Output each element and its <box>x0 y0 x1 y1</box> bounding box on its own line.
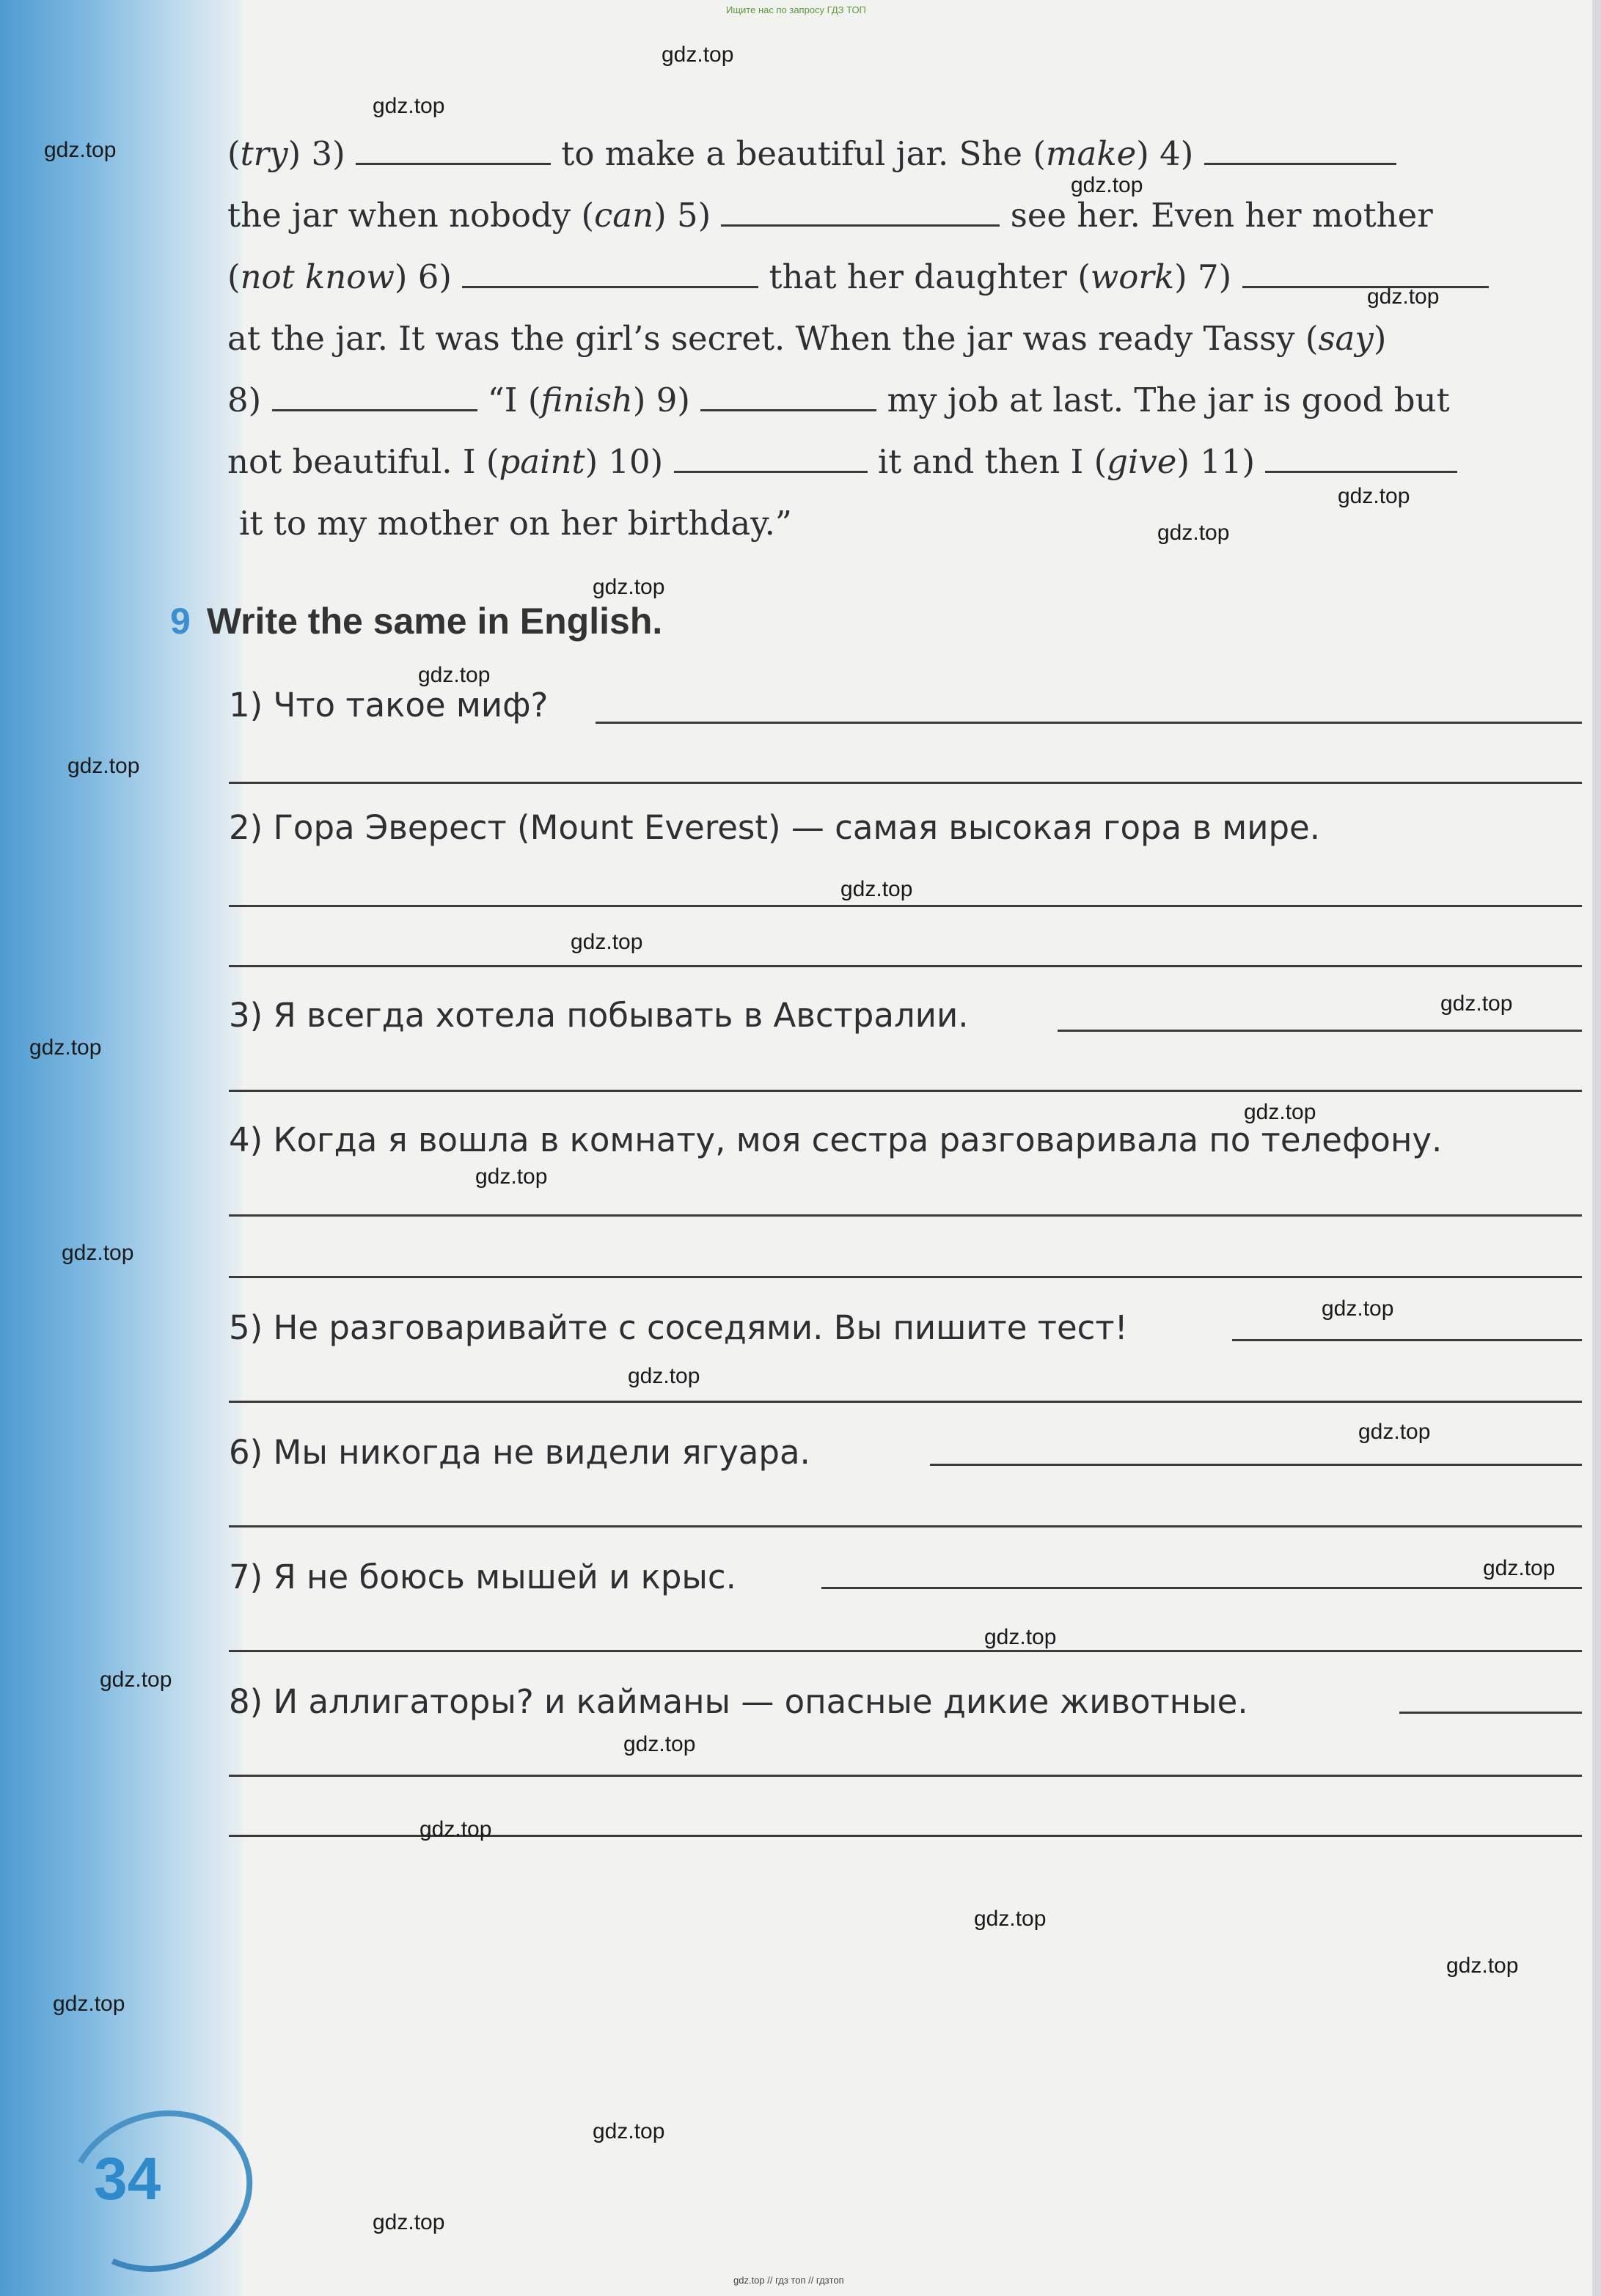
answer-line-4a[interactable] <box>229 1214 1582 1217</box>
blank-11[interactable] <box>1265 439 1457 473</box>
watermark: gdz.top <box>418 663 491 687</box>
blank-3[interactable] <box>356 131 551 165</box>
page-edge <box>1592 0 1601 2296</box>
answer-line-1a[interactable] <box>596 722 1582 724</box>
blank-9[interactable] <box>700 377 876 411</box>
watermark: gdz.top <box>1244 1100 1316 1124</box>
exercise-9-heading <box>170 600 662 642</box>
answer-line-3a[interactable] <box>1058 1030 1582 1032</box>
answer-line-1b[interactable] <box>229 782 1582 784</box>
watermark: gdz.top <box>1322 1296 1394 1321</box>
question-5: 5) Не разговаривайте с соседями. Вы пишите тест! <box>229 1308 1128 1347</box>
blank-4[interactable] <box>1204 131 1396 165</box>
watermark: gdz.top <box>1157 521 1230 545</box>
watermark: gdz.top <box>53 1992 125 2016</box>
watermark: gdz.top <box>67 754 140 778</box>
question-2: 2) Гора Эверест (Mount Everest) — самая высокая гора в мире. <box>229 808 1321 847</box>
passage-line-5: 8) “I (finish) 9) my job at last. The jar is good but <box>227 370 1584 431</box>
watermark: gdz.top <box>840 877 913 901</box>
watermark: gdz.top <box>29 1035 102 1060</box>
blank-5[interactable] <box>721 192 1000 227</box>
answer-line-6a[interactable] <box>930 1464 1582 1466</box>
watermark: gdz.top <box>662 43 734 67</box>
watermark: gdz.top <box>373 2210 445 2234</box>
answer-line-7a[interactable] <box>821 1587 1582 1589</box>
watermark: gdz.top <box>475 1164 548 1189</box>
passage-line-3: (not know) 6) that her daughter (work) 7) <box>227 246 1584 308</box>
watermark: gdz.top <box>44 138 117 162</box>
watermark: gdz.top <box>1446 1954 1519 1978</box>
answer-line-7b[interactable] <box>229 1650 1582 1652</box>
answer-line-3b[interactable] <box>229 1090 1582 1092</box>
watermark: gdz.top <box>1440 991 1513 1016</box>
page-number: 34 <box>94 2146 161 2212</box>
answer-line-4b[interactable] <box>229 1276 1582 1278</box>
watermark: gdz.top <box>593 575 665 599</box>
answer-line-2b[interactable] <box>229 965 1582 967</box>
watermark: gdz.top <box>1367 285 1440 309</box>
blank-8[interactable] <box>272 377 477 411</box>
watermark: gdz.top <box>100 1668 172 1692</box>
top-watermark: Ищите нас по запросу ГДЗ ТОП <box>726 4 866 15</box>
answer-line-2a[interactable] <box>229 905 1582 907</box>
watermark: gdz.top <box>1358 1420 1431 1444</box>
answer-line-8a[interactable] <box>1399 1712 1582 1714</box>
watermark: gdz.top <box>571 930 643 954</box>
answer-line-5a[interactable] <box>1232 1339 1582 1341</box>
question-1: 1) Что такое миф? <box>229 686 549 725</box>
watermark: gdz.top <box>1338 484 1410 508</box>
watermark: gdz.top <box>974 1907 1047 1931</box>
watermark: gdz.top <box>593 2119 665 2143</box>
answer-line-8b[interactable] <box>229 1775 1582 1777</box>
watermark: gdz.top <box>984 1625 1057 1649</box>
answer-line-6b[interactable] <box>229 1525 1582 1527</box>
passage-line-1: (try) 3) to make a beautiful jar. She (make) 4) <box>227 123 1584 185</box>
passage-line-4: at the jar. It was the girl’s secret. When the jar was ready Tassy (say) <box>227 319 1387 358</box>
passage-line-2: the jar when nobody (can) 5) see her. Even her mother <box>227 185 1584 246</box>
blank-6[interactable] <box>462 254 758 288</box>
question-4: 4) Когда я вошла в комнату, моя сестра разговаривала по телефону. <box>229 1121 1443 1159</box>
watermark: gdz.top <box>62 1241 134 1265</box>
bottom-watermark: gdz.top // гдз топ // гдзтоп <box>733 2275 844 2286</box>
exercise-title: Write the same in English. <box>206 601 663 642</box>
watermark: gdz.top <box>1071 173 1143 197</box>
watermark: gdz.top <box>420 1817 492 1841</box>
blank-10[interactable] <box>674 439 868 473</box>
answer-line-5b[interactable] <box>229 1401 1582 1403</box>
passage-line-7: it to my mother on her birthday.” <box>239 504 792 543</box>
watermark: gdz.top <box>1483 1556 1556 1580</box>
question-8: 8) И аллигаторы? и кайманы — опасные дикие животные. <box>229 1682 1248 1721</box>
question-7: 7) Я не боюсь мышей и крыс. <box>229 1558 736 1596</box>
blank-7[interactable] <box>1242 254 1489 288</box>
passage-line-6: not beautiful. I (paint) 10) it and then I (give) 11) <box>227 431 1584 493</box>
question-3: 3) Я всегда хотела побывать в Австралии. <box>229 996 969 1035</box>
watermark: gdz.top <box>373 94 445 118</box>
question-6: 6) Мы никогда не видели ягуара. <box>229 1433 810 1472</box>
watermark: gdz.top <box>623 1732 696 1756</box>
exercise-number: 9 <box>170 601 191 642</box>
watermark: gdz.top <box>628 1364 700 1388</box>
